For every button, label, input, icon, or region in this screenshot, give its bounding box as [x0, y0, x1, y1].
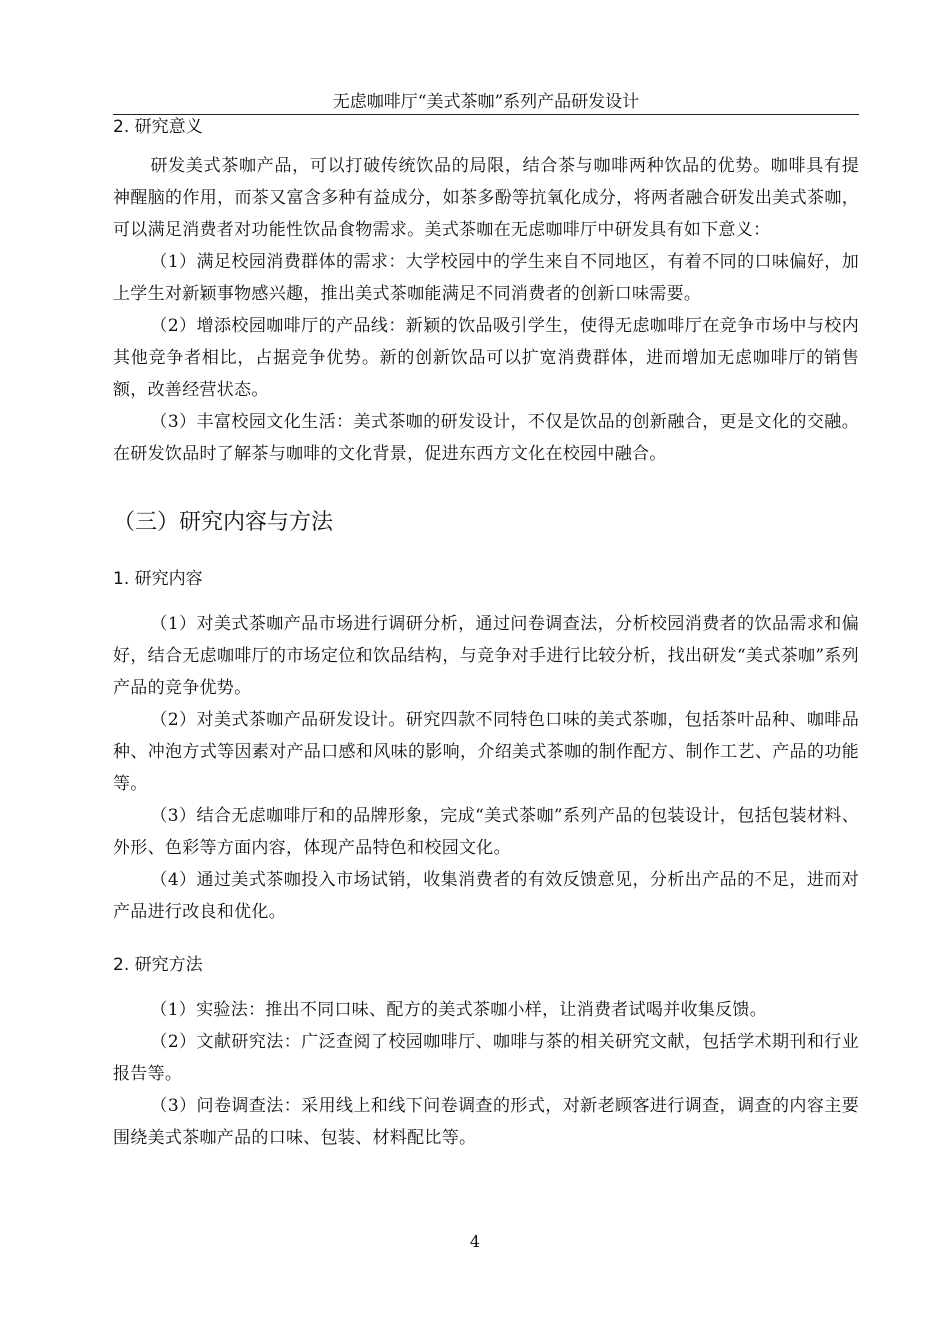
page-content [113, 112, 859, 1154]
paragraph: （2）文献研究法：广泛查阅了校园咖啡厅、咖啡与茶的相关研究文献，包括学术期刊和行业报告等。 [113, 1032, 859, 1084]
heading-research-methods: 2. 研究方法 [113, 955, 203, 975]
page-number: 4 [469, 1232, 481, 1251]
paragraph: （4）通过美式茶咖投入市场试销，收集消费者的有效反馈意见，分析出产品的不足，进而对产品进行改良和优化。 [113, 870, 859, 922]
running-header: 无虑咖啡厅“美式茶咖”系列产品研发设计 [113, 90, 859, 115]
paragraph: （1）满足校园消费群体的需求：大学校园中的学生来自不同地区，有着不同的口味偏好，加上学生对新颖事物感兴趣，推出美式茶咖能满足不同消费者的创新口味需要。 [113, 252, 859, 304]
paragraph: （1）对美式茶咖产品市场进行调研分析，通过问卷调查法，分析校园消费者的饮品需求和偏好，结合无虑咖啡厅的市场定位和饮品结构，与竞争对手进行比较分析，找出研发“美式茶咖”系列产品的竞争优势。 [113, 614, 859, 698]
heading-research-significance: 2. 研究意义 [113, 117, 203, 137]
paragraph: （2）增添校园咖啡厅的产品线：新颖的饮品吸引学生，使得无虑咖啡厅在竞争市场中与校内其他竞争者相比，占据竞争优势。新的创新饮品可以扩宽消费群体，进而增加无虑咖啡厅的销售额，改善经营状态。 [113, 316, 859, 400]
heading-content-and-methods: （三）研究内容与方法 [113, 510, 334, 535]
paragraph: （3）结合无虑咖啡厅和的品牌形象，完成“美式茶咖”系列产品的包装设计，包括包装材料、外形、色彩等方面内容，体现产品特色和校园文化。 [113, 806, 859, 858]
heading-research-content: 1. 研究内容 [113, 569, 203, 589]
paragraph: （2）对美式茶咖产品研发设计。研究四款不同特色口味的美式茶咖，包括茶叶品种、咖啡品种、冲泡方式等因素对产品口感和风味的影响，介绍美式茶咖的制作配方、制作工艺、产品的功能等。 [113, 710, 859, 794]
paragraph: （1）实验法：推出不同口味、配方的美式茶咖小样，让消费者试喝并收集反馈。 [150, 1000, 768, 1020]
paragraph: （3）丰富校园文化生活：美式茶咖的研发设计，不仅是饮品的创新融合，更是文化的交融。在研发饮品时了解茶与咖啡的文化背景，促进东西方文化在校园中融合。 [113, 412, 859, 464]
paragraph: 研发美式茶咖产品，可以打破传统饮品的局限，结合茶与咖啡两种饮品的优势。咖啡具有提神醒脑的作用，而茶又富含多种有益成分，如茶多酚等抗氧化成分，将两者融合研发出美式茶咖，可以满足消费者对功能性饮品食物需求。美式茶咖在无虑咖啡厅中研发具有如下意义： [113, 156, 859, 240]
paragraph: （3）问卷调查法：采用线上和线下问卷调查的形式，对新老顾客进行调查，调查的内容主要围绕美式茶咖产品的口味、包装、材料配比等。 [113, 1096, 859, 1148]
